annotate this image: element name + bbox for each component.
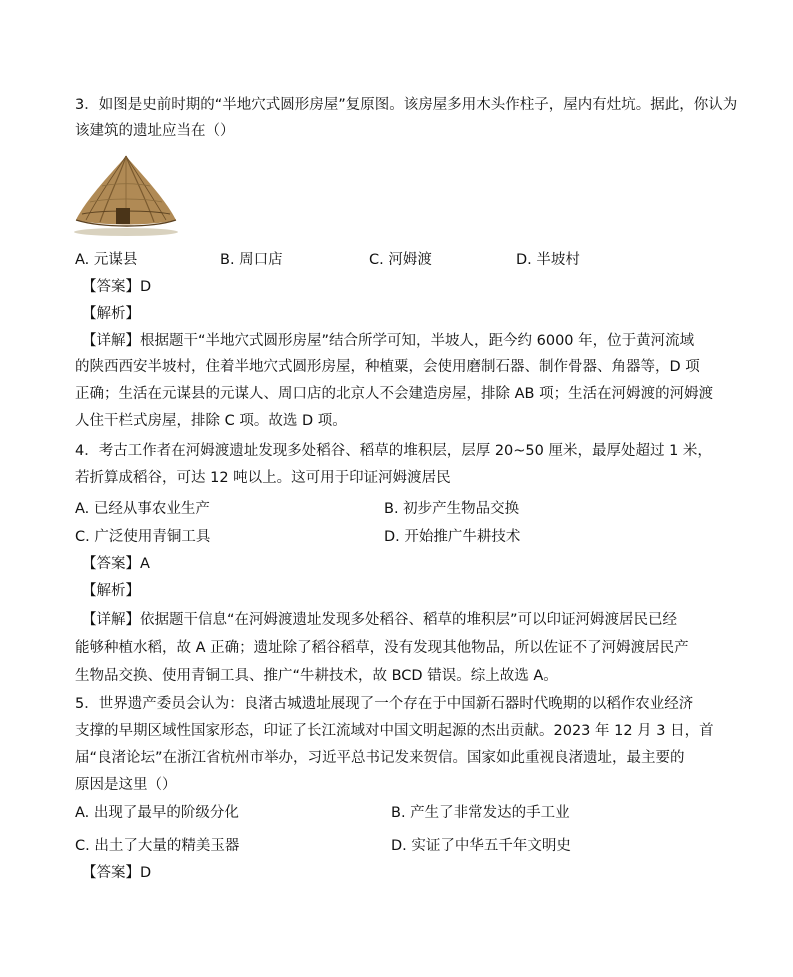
q4-option-d: D. 开始推广牛耕技术	[384, 529, 521, 545]
q3-analysis-line-3: 正确；生活在元谋县的元谋人、周口店的北京人不会建造房屋，排除 AB 项；生活在河姆渡的河姆渡	[75, 386, 714, 402]
q4-analysis-line-2: 能够种植水稻，故 A 正确；遗址除了稻谷稻草，没有发现其他物品，所以佐证不了河姆渡居民产	[75, 640, 689, 656]
q5-option-b: B. 产生了非常发达的手工业	[391, 805, 570, 821]
q3-option-c: C. 河姆渡	[369, 252, 432, 268]
q3-analysis-title: 【解析】	[82, 306, 140, 322]
q5-stem-line-3: 届“良渚论坛”在浙江省杭州市举办，习近平总书记发来贺信。国家如此重视良渚遗址，最主要的	[75, 750, 685, 766]
q3-answer: 【答案】D	[82, 279, 152, 295]
q4-option-b: B. 初步产生物品交换	[384, 501, 520, 517]
q3-analysis-line-2: 的陕西西安半坡村，住着半地穴式圆形房屋，种植粟，会使用磨制石器、制作骨器、角器等，D 项	[75, 359, 700, 375]
q5-option-a: A. 出现了最早的阶级分化	[75, 805, 239, 821]
q5-answer: 【答案】D	[82, 865, 152, 881]
q3-stem-line-1: 3．如图是史前时期的“半地穴式圆形房屋”复原图。该房屋多用木头作柱子，屋内有灶坑。据此，你认为	[75, 97, 738, 113]
q5-stem-line-1: 5．世界遗产委员会认为：良渚古城遗址展现了一个存在于中国新石器时代晚期的以稻作农业经济	[75, 696, 694, 712]
q5-stem-line-2: 支撑的早期区域性国家形态，印证了长江流域对中国文明起源的杰出贡献。2023 年 12 月 3 日，首	[75, 723, 714, 739]
q4-option-a: A. 已经从事农业生产	[75, 501, 210, 517]
q3-analysis-line-4: 人住干栏式房屋，排除 C 项。故选 D 项。	[75, 413, 347, 429]
q5-stem-line-4: 原因是这里（）	[75, 777, 177, 793]
q4-stem-line-1: 4．考古工作者在河姆渡遗址发现多处稻谷、稻草的堆积层，层厚 20~50 厘米，最厚处超过 1 米，	[75, 443, 712, 459]
q4-analysis-line-1: 【详解】依据题干信息“在河姆渡遗址发现多处稻谷、稻草的堆积层”可以印证河姆渡居民已经	[82, 612, 678, 628]
q3-analysis-line-1: 【详解】根据题干“半地穴式圆形房屋”结合所学可知，半坡人，距今约 6000 年，位于黄河流域	[82, 333, 695, 349]
q4-analysis-title: 【解析】	[82, 583, 140, 599]
q3-option-d: D. 半坡村	[516, 252, 580, 268]
q3-option-b: B. 周口店	[220, 252, 283, 268]
q5-option-d: D. 实证了中华五千年文明史	[391, 838, 571, 854]
q4-stem-line-2: 若折算成稻谷，可达 12 吨以上。这可用于印证河姆渡居民	[75, 470, 451, 486]
q4-answer: 【答案】A	[82, 556, 150, 572]
q3-option-a: A. 元谋县	[75, 252, 138, 268]
q4-option-c: C. 广泛使用青铜工具	[75, 529, 211, 545]
q5-option-c: C. 出土了大量的精美玉器	[75, 838, 240, 854]
q3-stem-line-2: 该建筑的遗址应当在（）	[75, 123, 235, 139]
hut-illustration	[72, 150, 180, 238]
q4-analysis-line-3: 生物品交换、使用青铜工具、推广“牛耕技术，故 BCD 错误。综上故选 A。	[75, 668, 558, 684]
